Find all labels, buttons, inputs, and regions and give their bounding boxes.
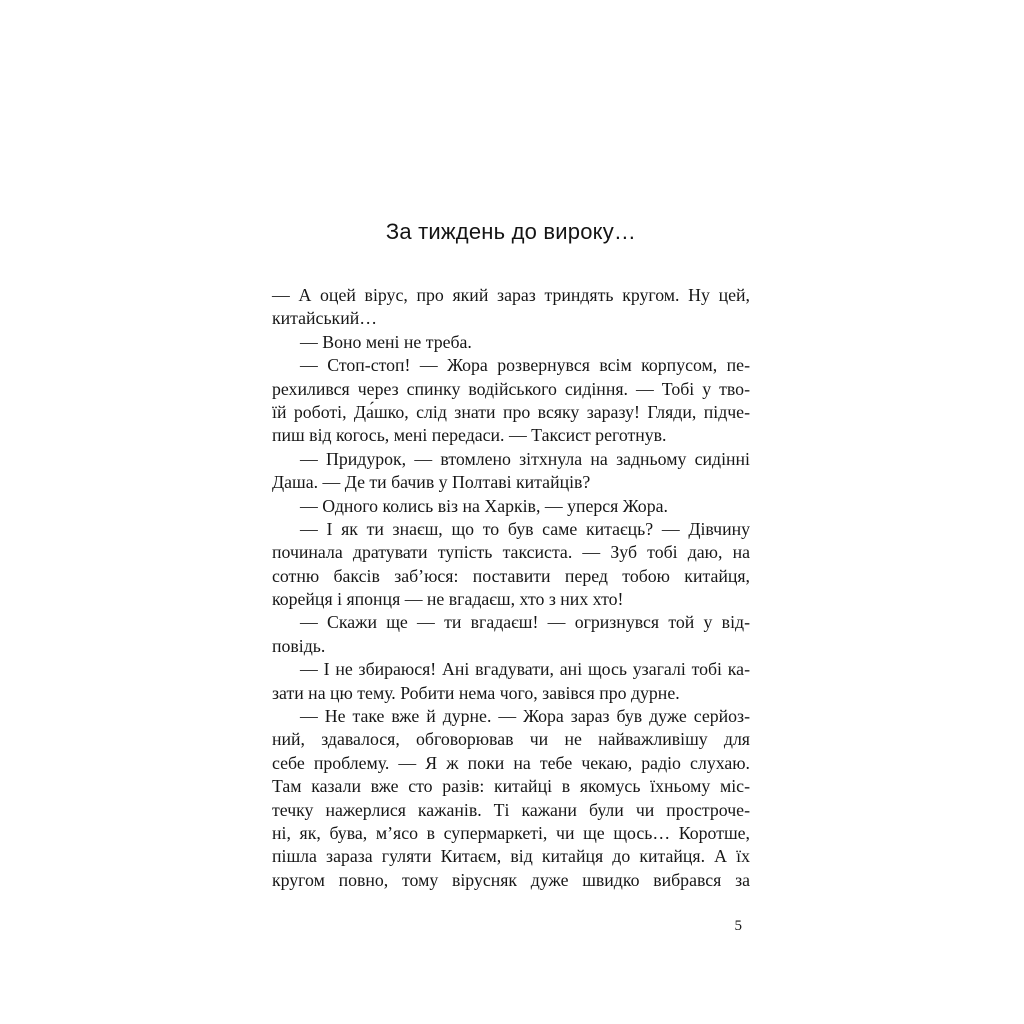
text-line: Там казали вже сто разів: китайці в якомусь їхньому міс- xyxy=(272,776,750,797)
text-line: корейця і японця — не вгадаєш, хто з них хто! xyxy=(272,589,624,610)
text-line: Даша. — Де ти бачив у Полтаві китайців? xyxy=(272,472,591,493)
text-line: — І як ти знаєш, що то був саме китаєць? — Дівчину xyxy=(300,518,750,539)
text-line: — Скажи ще — ти вгадаєш! — огризнувся той у від- xyxy=(300,612,750,633)
text-line: — Одного колись віз на Харків, — уперся Жора. xyxy=(300,495,668,516)
text-line: течку нажерлися кажанів. Ті кажани були чи простроче- xyxy=(272,799,750,820)
text-line: — Стоп-стоп! — Жора розвернувся всім корпусом, пе- xyxy=(300,355,750,376)
text-line: китайський… xyxy=(272,308,378,329)
text-line: пиш від когось, мені передаси. — Таксист реготнув. xyxy=(272,425,667,446)
text-line: себе проблему. — Я ж поки на тебе чекаю, радіо слухаю. xyxy=(272,752,750,773)
text-line: — А оцей вірус, про який зараз триндять кругом. Ну цей, xyxy=(272,285,750,305)
text-line: починала дратувати тупість таксиста. — Зуб тобі даю, на xyxy=(272,542,750,563)
text-line: — Придурок, — втомлено зітхнула на задньому сидінні xyxy=(300,448,750,469)
text-line: — Воно мені не треба. xyxy=(300,331,472,352)
text-line: сотню баксів заб’юся: поставити перед тобою китайця, xyxy=(272,565,750,586)
text-line: кругом повно, тому вірусняк дуже швидко вибрався за xyxy=(272,869,750,890)
page-number: 5 xyxy=(734,918,742,934)
text-line: ні, як, бува, м’ясо в супермаркеті, чи ще щось… Коротше, xyxy=(272,822,750,843)
body-text xyxy=(272,284,750,892)
text-line: рехилився через спинку водійського сидіння. — Тобі у тво- xyxy=(272,378,750,399)
text-line: пішла зараза гуляти Китаєм, від китайця до китайця. А їх xyxy=(272,846,750,867)
text-line: ний, здавалося, обговорював чи не найважливішу для xyxy=(272,729,750,750)
text-line: повідь. xyxy=(272,635,326,656)
text-line: зати на цю тему. Робити нема чого, завівся про дурне. xyxy=(272,682,680,703)
text-line: — Не таке вже й дурне. — Жора зараз був дуже серйоз- xyxy=(300,706,750,727)
chapter-heading: За тиждень до вироку… xyxy=(385,219,637,244)
text-line: — І не збираюся! Ані вгадувати, ані щось узагалі тобі ка- xyxy=(300,659,750,680)
text-line: їй роботі, Да́шко, слід знати про всяку заразу! Гляди, підче- xyxy=(272,401,750,422)
